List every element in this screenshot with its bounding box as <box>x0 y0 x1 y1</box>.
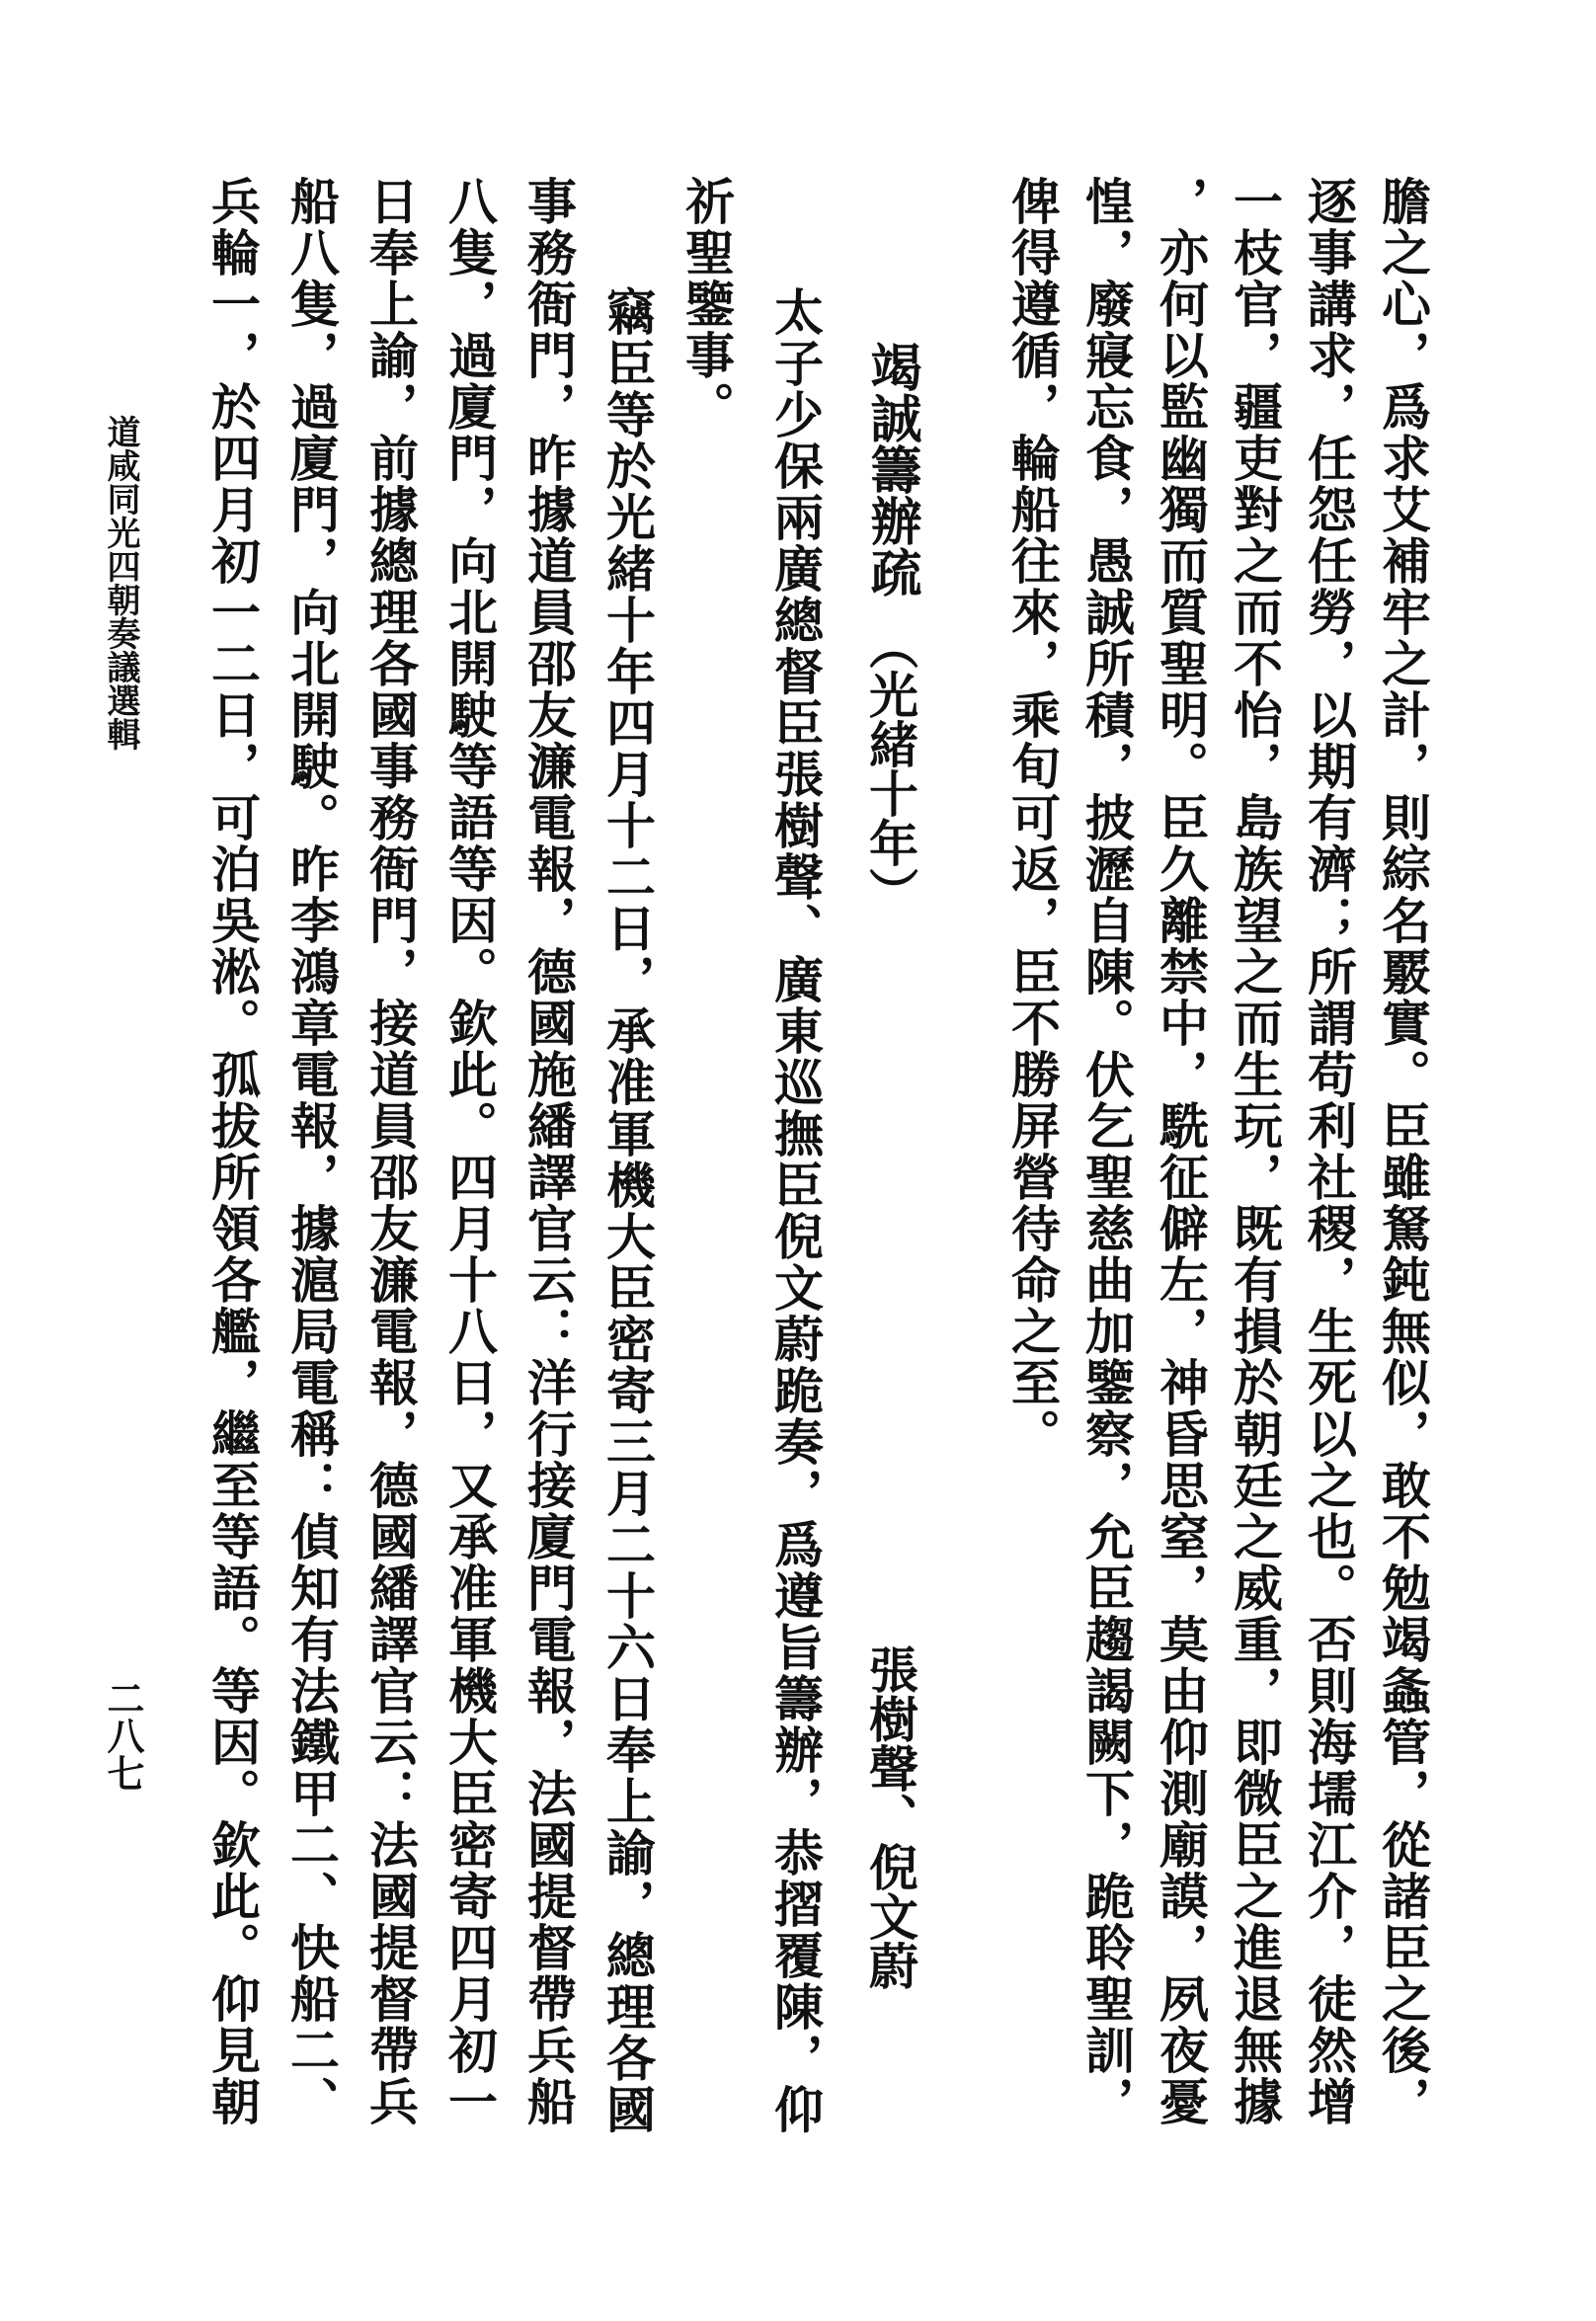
book-title-footer: 道咸同光四朝奏議選輯 <box>101 415 140 751</box>
memorial-column-1: 祈聖鑒事。 <box>678 176 736 433</box>
memorial-column-6: 船八隻，過廈門，向北開駛。昨李鴻章電報，據滬局電稱：偵知有法鐵甲二、快船二、 <box>282 176 341 2127</box>
memorial-column-7: 兵輪一，於四月初一二日，可泊吳淞。孤拔所領各艦，繼至等語。等因。欽此。仰見朝 <box>203 176 262 2127</box>
memorial-title: 竭誠籌辦疏 <box>861 341 921 598</box>
text-column-2: 逐事講求，任怨任勞，以期有濟；所謂苟利社稷，生死以之也。否則海壖江介，徒然增 <box>1300 176 1358 2127</box>
page-number: 二八七 <box>101 1679 145 1792</box>
text-column-4: ，亦何以監幽獨而質聖明。臣久離禁中，駪征僻左，神昏思窒，莫由仰測廟謨，夙夜憂 <box>1152 176 1210 2127</box>
memorial-column-2: 竊臣等於光緒十年四月十二日，承准軍機大臣密寄三月二十六日奉上諭，總理各國 <box>598 286 657 2135</box>
text-column-1: 膽之心，爲求艾補牢之計，則綜名覈實。臣雖駑鈍無似，敢不勉竭螽管，從諸臣之後， <box>1374 176 1432 2127</box>
text-column-5: 惶，廢寢忘食，愚誠所積，披瀝自陳。伏乞聖慈曲加鑒察，允臣趨謁闕下，跪聆聖訓， <box>1077 176 1136 2127</box>
memorial-column-3: 事務衙門，昨據道員邵友濂電報，德國施繙譯官云：洋行接廈門電報，法國提督帶兵船 <box>519 176 578 2127</box>
memorial-year: （光緒十年） <box>861 620 919 917</box>
text-column-3: 一枝官，疆吏對之而不怡，島族望之而生玩，既有損於朝廷之威重，即微臣之進退無據 <box>1226 176 1284 2127</box>
memorial-column-4: 八隻，過廈門，向北開駛等語等因。欽此。四月十八日，又承准軍機大臣密寄四月初一 <box>440 176 499 2127</box>
memorial-intro: 太子少保兩廣總督臣張樹聲、廣東巡撫臣倪文蔚跪奏，爲遵旨籌辦，恭摺覆陳，仰 <box>766 286 825 2135</box>
text-column-6: 俾得遵循，輪船往來，乘旬可返，臣不勝屏營待命之至。 <box>1003 176 1062 1460</box>
memorial-column-5: 日奉上諭，前據總理各國事務衙門，接道員邵友濂電報，德國繙譯官云：法國提督帶兵 <box>361 176 420 2127</box>
memorial-authors: 張樹聲、倪文蔚 <box>861 1644 919 1990</box>
